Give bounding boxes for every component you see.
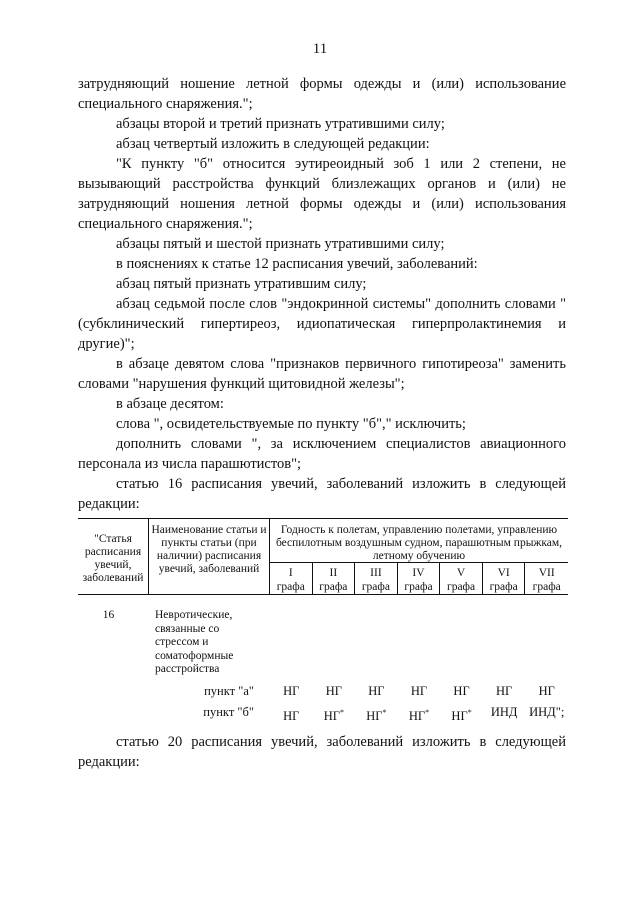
fitness-value: ИНД — [490, 704, 518, 719]
table-row — [78, 609, 568, 677]
grafa-header: VI графа — [483, 563, 526, 594]
sub-item-label: пункт "б" — [203, 704, 254, 719]
fitness-value: НГ* — [366, 707, 387, 723]
fitness-value: НГ — [453, 683, 470, 698]
name-column-header: Наименование статьи и пункты статьи (при наличии) расписания увечий, заболеваний — [149, 519, 270, 594]
fitness-value: НГ — [325, 683, 342, 698]
sub-item-label: пункт "а" — [204, 683, 254, 698]
fitness-value: НГ* — [451, 707, 472, 723]
fitness-value: НГ — [283, 683, 300, 698]
table-row — [78, 706, 568, 723]
disease-schedule-table — [78, 518, 568, 723]
fitness-value: НГ* — [408, 707, 430, 723]
paragraph: в абзаце десятом: — [116, 396, 224, 412]
fitness-value: НГ — [368, 683, 385, 698]
body-text — [78, 74, 566, 514]
paragraph: абзацы пятый и шестой признать утратившими силу; — [116, 236, 445, 252]
grafa-header: VII графа — [532, 567, 561, 593]
article-number: 16 — [102, 609, 115, 621]
fitness-value: НГ — [410, 683, 428, 698]
grafa-header: III графа — [355, 563, 398, 594]
paragraph: абзац четвертый изложить в следующей редакции: — [116, 136, 430, 152]
article-name: Невротические, связанные со стрессом и соматоформные расстройства — [155, 609, 234, 675]
paragraph: статью 16 расписания увечий, заболеваний изложить в следующей редакции: — [78, 476, 566, 512]
closing-text — [78, 732, 566, 772]
paragraph: абзацы второй и третий признать утратившими силу; — [116, 116, 445, 132]
closing-quote: "; — [555, 704, 565, 719]
page-number: 11 — [312, 41, 328, 57]
paragraph: затрудняющий ношение летной формы одежды и (или) использование специального снаряжения."; — [78, 76, 566, 112]
fitness-value: НГ* — [323, 707, 344, 723]
paragraph: абзац седьмой после слов "эндокринной системы" дополнить словами "(субклинический гипертиреоз, идиопатическая гиперпролактинемия и другие)"; — [78, 296, 566, 352]
fitness-value: НГ — [538, 683, 555, 698]
grafa-header: IV графа — [398, 563, 441, 594]
paragraph: статью 20 расписания увечий, заболеваний изложить в следующей редакции: — [78, 734, 566, 770]
grafa-header: I графа — [270, 563, 313, 594]
fitness-value: ИНД"; — [529, 704, 565, 719]
fitness-value: НГ — [283, 708, 300, 723]
paragraph: дополнить словами ", за исключением специалистов авиационного персонала из числа парашютистов"; — [78, 436, 566, 472]
paragraph: в абзаце девятом слова "признаков первичного гипотиреоза" заменить словами "нарушения функций щитовидной железы"; — [78, 356, 566, 392]
table-row — [78, 685, 568, 698]
fitness-group-header: Годность к полетам, управлению полетами, управлению беспилотным воздушным судном, парашютным прыжкам, летному обучению — [270, 519, 568, 563]
fitness-value: НГ — [496, 683, 513, 698]
grafa-header: II графа — [313, 563, 356, 594]
paragraph: слова ", освидетельствуемые по пункту "б"," исключить; — [116, 416, 466, 432]
paragraph: в пояснениях к статье 12 расписания увечий, заболеваний: — [116, 256, 478, 272]
paragraph: "К пункту "б" относится эутиреоидный зоб 1 или 2 степени, не вызывающий расстройства функций близлежащих органов и (или) не затрудняющий ношения летной формы одежды и (или) использования специального снаряжения."; — [78, 156, 566, 232]
table-header — [78, 518, 568, 595]
paragraph: абзац пятый признать утратившим силу; — [116, 276, 367, 292]
grafa-header: V графа — [440, 563, 483, 594]
article-column-header: "Статья расписания увечий, заболеваний — [78, 519, 149, 594]
